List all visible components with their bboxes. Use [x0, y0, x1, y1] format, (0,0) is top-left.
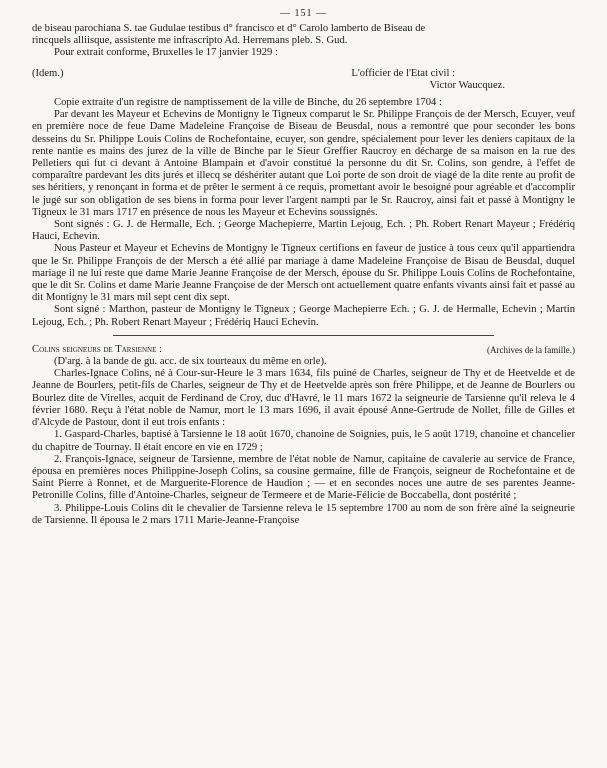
signature-row	[32, 68, 575, 80]
section-divider	[113, 335, 493, 336]
family-heading-row	[32, 344, 575, 356]
child-3: 3. Philippe-Louis Colins dit le chevalier de Tarsienne releva le 15 septembre 1700 au nom de son frère aîné la seigneurie de Tarsienne. Il épousa le 2 mars 1711 Marie-Jeanne-Françoise	[32, 502, 575, 526]
child-2: 2. François-Ignace, seigneur de Tarsienne, membre de l'état noble de Namur, capitaine de cavalerie au service de France, épousa en premières noces Philippine-Joseph Colins, sa cousine germaine, fille de François, seigneur de Rochefontaine et de Saint Pierre à Ronnet, et de Marguerite-Florence de Haudion ; — et en secondes noces une autre de ses parentes Jeanne-Petronille Colins, fille d'Antoine-Charles, seigneur de Termeere et de Marie-Félicie de Boccabella, dont postérité ;	[32, 453, 575, 502]
children-list	[32, 429, 575, 527]
page-number: — 151 —	[280, 8, 327, 19]
intro-line-1: de biseau parochiana S. tae Gudulae testibus d° francisco et d° Carolo lamberto de Biseau de	[32, 23, 426, 34]
officer-title: L'officier de l'Etat civil :	[351, 67, 455, 79]
certificate-paragraph: Nous Pasteur et Mayeur et Echevins de Montigny le Tigneux certifions en faveur de justice à tous ceux qu'il appartiendra que le Sr. Philippe François de der Mersch a été allié par mariage à dame Madeleine Françoise de Bisau de Beusdal, duquel mariage il ne lui reste que dame Marie Jeanne Françoise de der Mersch, épouse du Sr. Philippe Louis Colins de Rochefontaine, que le dit Sr. Colins et dame Marie Jeanne Françoise de der Mersch ont actuellement quatre enfants vivants ainsi fait et passé au dit Montigny le 31 mars mil sept cent dix sept.	[32, 243, 575, 304]
namptissement-paragraph: Par devant les Mayeur et Echevins de Montigny le Tigneux comparut le Sr. Philippe François de der Mersch, Ecuyer, veuf en première noce de feue Dame Madeleine Françoise de Biseau de Beusdal, nous a remontré que pour seconder les bons desseins du Sr. Philippe Louis Colins de Rochefontaine, ecuyer, son gendre, spécialement pour lever les deniers capitaux de la rente nantie es mains des jurez de la ville de Binche par le Sieur Greffier Raucroy en décharge de sa maison en la rue des Pelletiers qui fut ci devant à Antoine Blampain et d'avoir constitué la personne du dit Sr. Colins, son gendre, à l'effet de comparaître pardevant les dits jurés et illecq se déshériter autant que Loi porte de son droit de viagé de la dite rente au profit de ses héritiers, y renonçant in forma et de prêter le serment à ce requis, promettant avoir le besoigné pour agréable et d'accomplir le jugé sur son obligation de ses biens in forma pour lever l'argent nampti par le Sr. Raucroy, ainsi fait et passé à Montigny le Tigneux le 31 mars 1717 en présence de nous les Mayeur et Echevins soussignés.	[32, 109, 575, 218]
intro-line-2: rincquels alliisque, assistente me infrascripto Ad. Herremans pleb. S. Gud.	[32, 35, 348, 47]
family-source: (Archives de la famille.)	[487, 344, 575, 355]
arms-description: (D'arg. à la bande de gu. acc. de six tourteaux du même en orle).	[54, 356, 327, 368]
signatures-1: Sont signés : G. J. de Hermalle, Ech. ; George Machepierre, Martin Lejoug, Ech. ; Ph. Robert Renart Mayeur ; Frédériq Hauci, Echevin.	[32, 219, 575, 243]
copy-heading: Copie extraite d'un registre de namptissement de la ville de Binche, du 26 septembre 1704 :	[54, 97, 442, 109]
child-1: 1. Gaspard-Charles, baptisé à Tarsienne le 18 août 1670, chanoine de Soignies, puis, le 5 août 1719, chanoine et chancelier du chapitre de Tournay. Il était encore en vie en 1729 ;	[32, 429, 575, 453]
signatures-2: Sont signé : Marthon, pasteur de Montigny le Tigneux ; George Machepierre Ech. ; G. J. de Hermalle, Echevin ; Martin Lejoug, Ech. ; Ph. Robert Renart Mayeur ; Frédériq Hauci Echevin.	[32, 304, 575, 328]
charles-ignace-paragraph: Charles-Ignace Colins, né à Cour-sur-Heure le 3 mars 1634, fils puiné de Charles, seigneur de Thy et de Heetvelde et de Jeanne de Bourlers, petit-fils de Charles, seigneur de Thy et de Heetvelde après son frère Philippe, et de Jeanne de Bourlers ou Bourlez dite de Virelles, acquit de Ferdinand de Croy, duc d'Havré, le 11 mars 1672 la seigneurie de Tarsienne qu'il releva le 4 février 1680. Reçu à l'état noble de Namur, mort le 13 mars 1696, il avait épousé Anne-Gertrude de Nollet, fille de Gilles et d'Alcyde de Pastour, dont il eut trois enfants :	[32, 368, 575, 429]
family-title: Colins seigneurs de Tarsienne :	[32, 343, 162, 355]
idem-label: (Idem.)	[32, 67, 64, 79]
officer-name: Victor Waucquez.	[429, 79, 505, 91]
extract-conform-1: Pour extrait conforme, Bruxelles le 17 janvier 1929 :	[54, 47, 278, 59]
